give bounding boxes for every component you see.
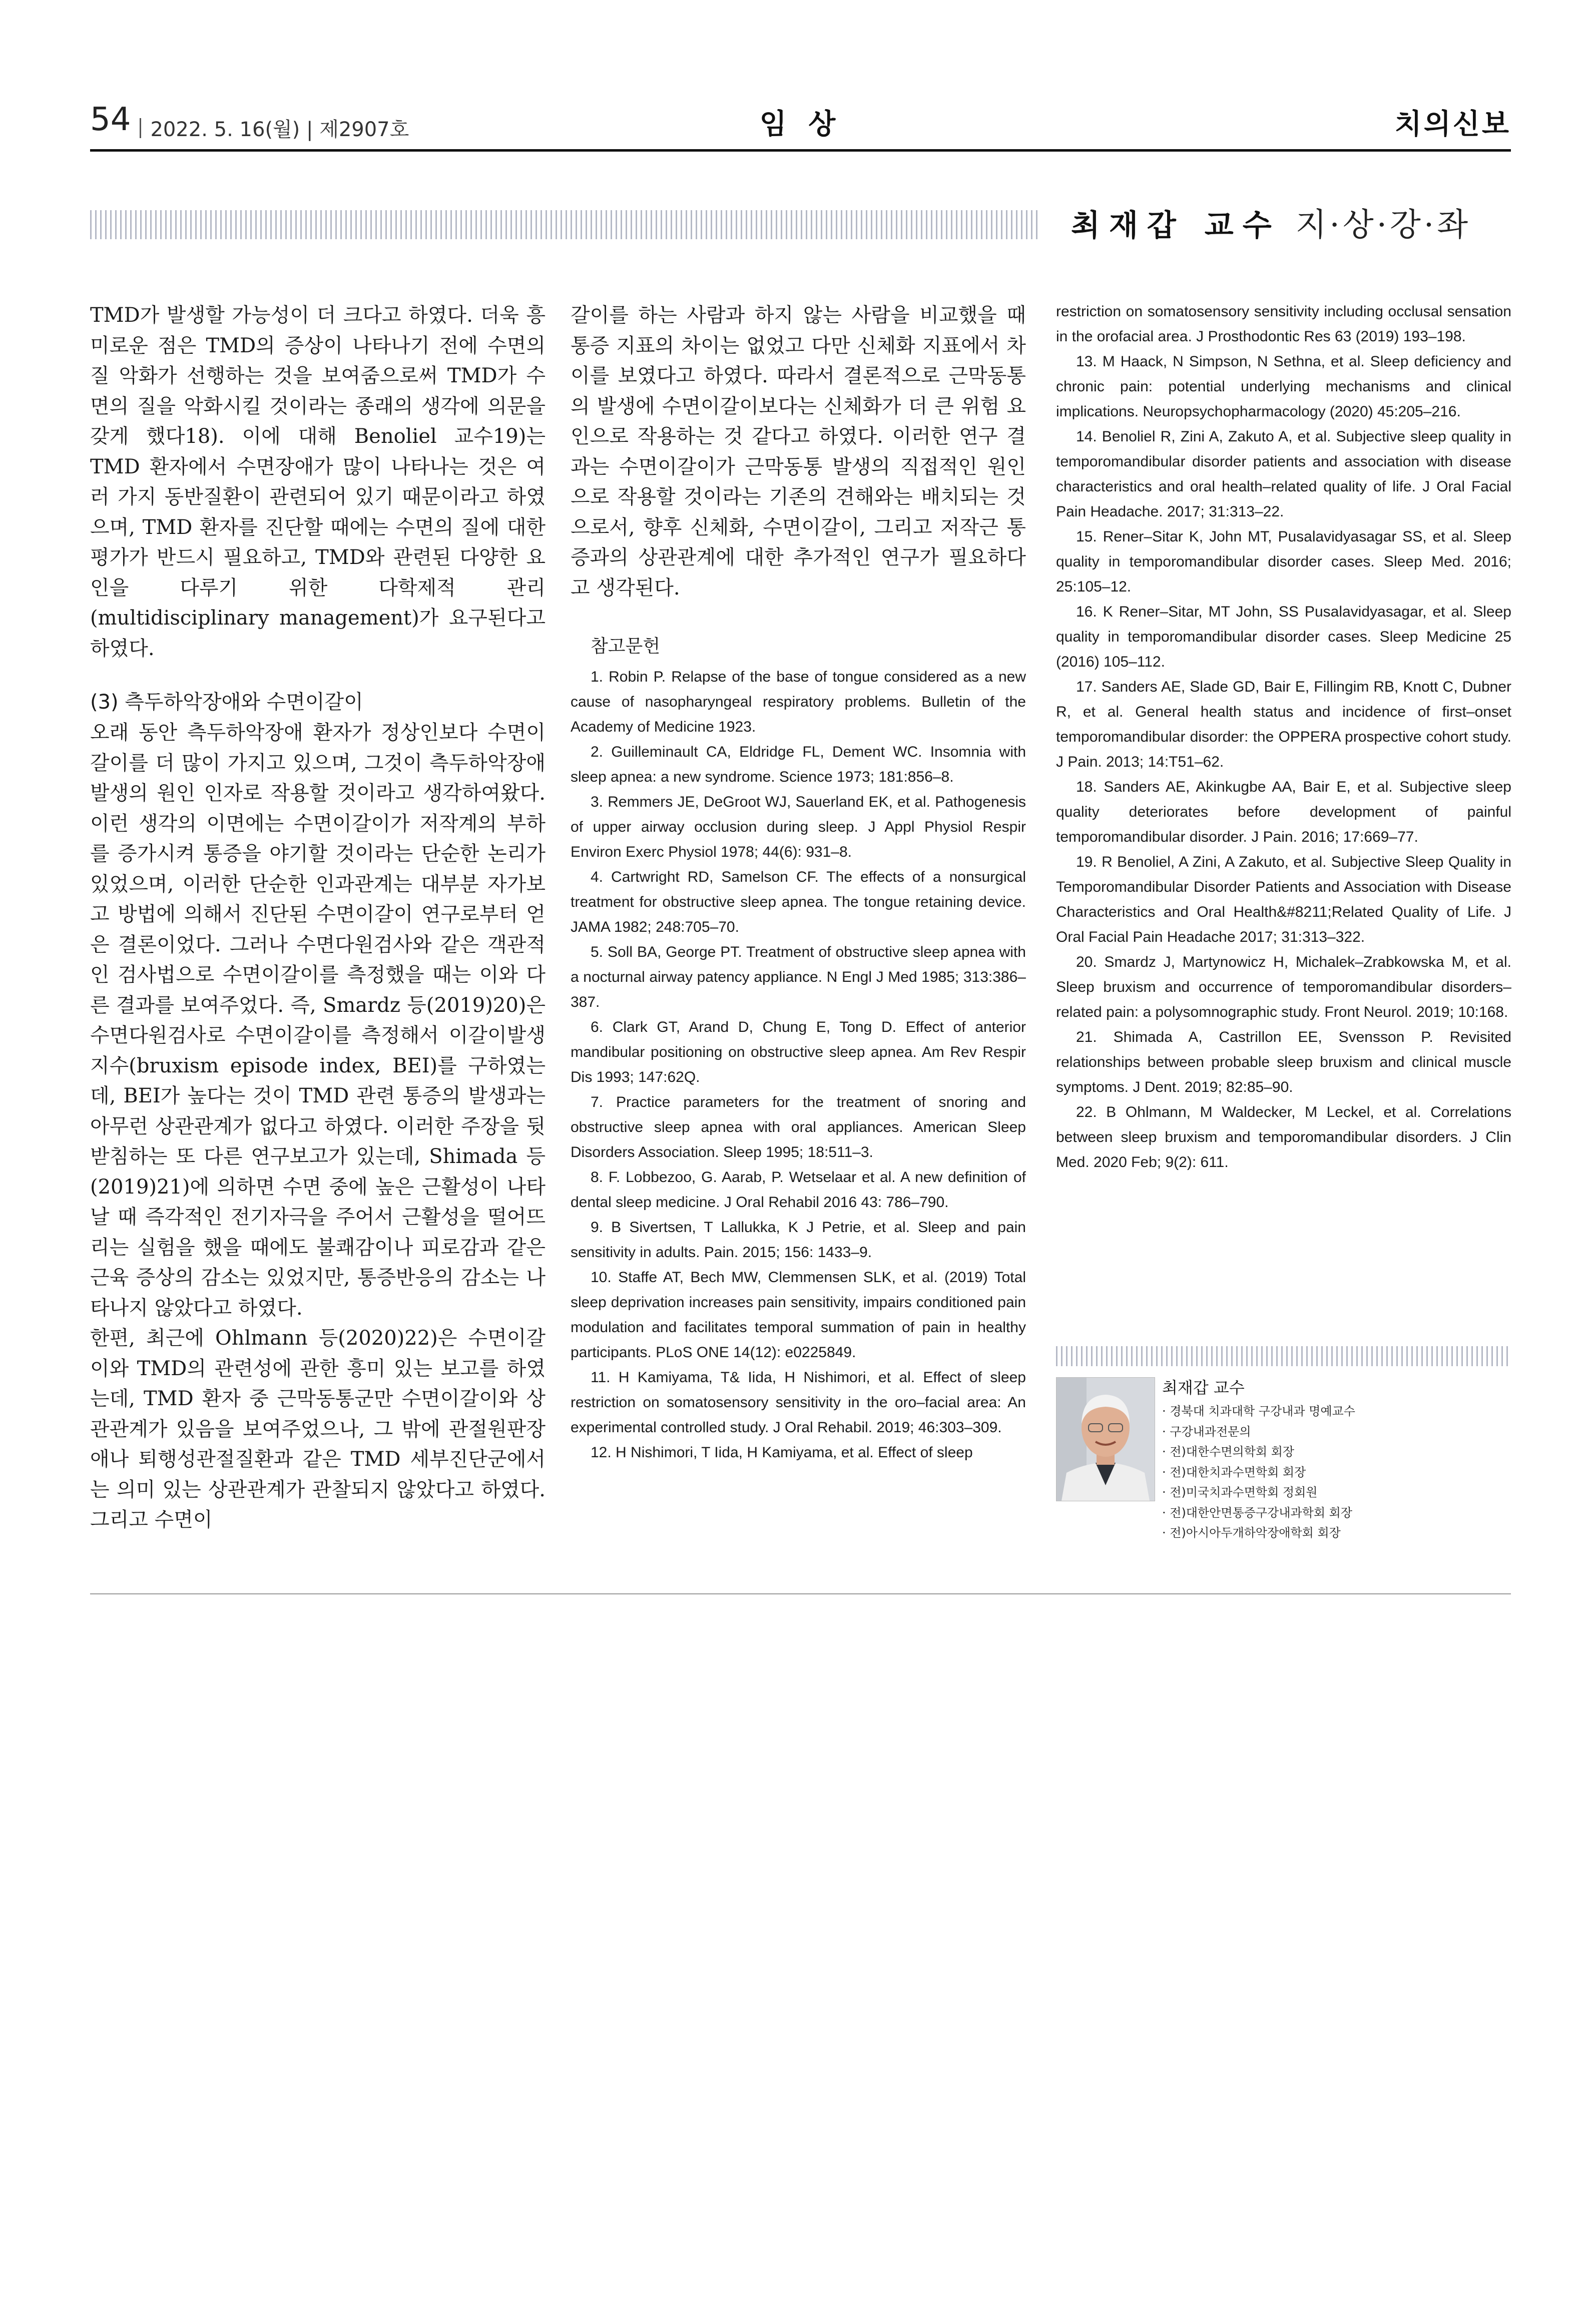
reference-list — [571, 665, 1026, 1465]
section-title: 임 상 — [759, 108, 842, 141]
bio-author-name: 최재갑 교수 — [1162, 1378, 1245, 1397]
reference-item: 19. R Benoliel, A Zini, A Zakuto, et al. Subjective Sleep Quality in Temporomandibular Disorder Patients and Association with Disease Characteristics and Oral Health&#8211;Related Quality of Life. J Oral Facial Pain Headache 2017; 31:313–322. — [1056, 854, 1511, 945]
publication-logo: 치의신보 — [1394, 108, 1511, 141]
series-banner — [1071, 199, 1471, 245]
article-column-1 — [90, 300, 546, 1535]
body-paragraph: 오래 동안 측두하악장애 환자가 정상인보다 수면이갈이를 더 많이 가지고 있으며, 그것이 측두하악장애 발생의 원인 인자로 작용할 것이라고 생각하여왔다. 이런 생각의 이면에는 수면이갈이가 저작계의 부하를 증가시켜 통증을 야기할 것이라는 단순한 논리가 있었으며, 이러한 단순한 인과관계는 대부분 자가보고 방법에 의해서 진단된 수면이갈이 연구로부터 얻은 결론이었다. 그러나 수면다원검사와 같은 객관적인 검사법으로 수면이갈이를 측정했을 때는 이와 다른 결과를 보여주었다. 즉, Smardz 등(2019)20)은 수면다원검사로 수면이갈이를 측정해서 이갈이발생지수(bruxism episode index, BEI)를 구하였는데, BEI가 높다는 것이 TMD 관련 통증의 발생과는 아무런 상관관계가 없다고 하였다. 이러한 주장을 뒷받침하는 또 다른 연구보고가 있는데, Shimada 등(2019)21)에 의하면 수면 중에 높은 근활성이 나타날 때 즉각적인 전기자극을 주어서 근활성을 떨어뜨리는 실험을 했을 때에도 불쾌감이나 피로감과 같은 근육 증상의 감소는 있었지만, 통증반응의 감소는 나타나지 않았다고 하였다. — [90, 721, 546, 1320]
bio-credential-item: · 전)대한안면통증구강내과학회 회장 — [1162, 1505, 1353, 1520]
reference-item: 4. Cartwright RD, Samelson CF. The effects of a nonsurgical treatment for obstructive sleep apnea. The tongue retaining device. JAMA 1982; 248:705–70. — [571, 869, 1026, 935]
footer-rule — [90, 1593, 1511, 1594]
references-heading: 참고문헌 — [591, 636, 661, 657]
reference-item: 12. H Nishimori, T Iida, H Kamiyama, et al. Effect of sleep — [591, 1444, 973, 1461]
author-name-banner: 최재갑 교수 — [1071, 208, 1281, 243]
reference-item: 17. Sanders AE, Slade GD, Bair E, Fillingim RB, Knott C, Dubner R, et al. General health status and incidence of first–onset temporomandibular disorder: the OPPERA prospective cohort study. J Pain. 2013; 14:T51–62. — [1056, 679, 1511, 770]
article-column-2 — [571, 300, 1026, 1465]
article-column-3 — [1056, 299, 1511, 1175]
body-paragraph: TMD가 발생할 가능성이 더 크다고 하였다. 더욱 흥미로운 점은 TMD의 증상이 나타나기 전에 수면의 질 악화가 선행하는 것을 보여줌으로써 TMD가 수면의 질을 악화시킬 것이라는 종래의 생각에 의문을 갖게 했다18). 이에 대해 Benoliel 교수19)는 TMD 환자에서 수면장애가 많이 나타나는 것은 여러 가지 동반질환이 관련되어 있기 때문이라고 하였으며, TMD 환자를 진단할 때에는 수면의 질에 대한 평가가 반드시 필요하고, TMD와 관련된 다양한 요인을 다루기 위한 다학제적 관리(multidisciplinary management)가 요구된다고 하였다. — [90, 304, 546, 660]
bio-credential-item: · 전)아시아두개하악장애학회 회장 — [1162, 1526, 1341, 1540]
reference-item: 8. F. Lobbezoo, G. Aarab, P. Wetselaar et al. A new definition of dental sleep medicine. J Oral Rehabil 2016 43: 786–790. — [571, 1169, 1026, 1211]
reference-item: 3. Remmers JE, DeGroot WJ, Sauerland EK, et al. Pathogenesis of upper airway occlusion during sleep. J Appl Physiol Respir Environ Exerc Physiol 1978; 44(6): 931–8. — [571, 794, 1026, 860]
page-number: 54 — [90, 101, 131, 138]
reference-item: 2. Guilleminault CA, Eldridge FL, Dement WC. Insomnia with sleep apnea: a new syndrome. Science 1973; 181:856–8. — [571, 744, 1026, 785]
reference-item: 16. K Rener–Sitar, MT John, SS Pusalavidyasagar, et al. Sleep quality in temporomandibular disorder cases. Sleep Medicine 25 (2016) 105–112. — [1056, 604, 1511, 670]
bio-stripe — [1056, 1346, 1511, 1366]
issue-date: 2022. 5. 16(월) | 제2907호 — [150, 118, 409, 141]
header-divider — [140, 118, 141, 138]
bio-credential-item: · 전)대한수면의학회 회장 — [1162, 1445, 1295, 1459]
reference-item: 22. B Ohlmann, M Waldecker, M Leckel, et al. Correlations between sleep bruxism and temporomandibular disorders. J Clin Med. 2020 Feb; 9(2): 611. — [1056, 1104, 1511, 1171]
body-paragraph: 갈이를 하는 사람과 하지 않는 사람을 비교했을 때 통증 지표의 차이는 없었고 다만 신체화 지표에서 차이를 보였다고 하였다. 따라서 결론적으로 근막동통의 발생에 수면이갈이보다는 신체화가 더 큰 위험 요인으로 작용하는 것 같다고 하였다. 이러한 연구 결과는 수면이갈이가 근막동통 발생의 직접적인 원인으로 작용할 것이라는 기존의 견해와는 배치되는 것으로서, 향후 신체화, 수면이갈이, 그리고 저작근 통증과의 상관관계에 대한 추가적인 연구가 필요하다고 생각된다. — [571, 304, 1026, 600]
reference-item: 21. Shimada A, Castrillon EE, Svensson P. Revisited relationships between probable sleep bruxism and clinical muscle symptoms. J Dent. 2019; 82:85–90. — [1056, 1029, 1511, 1095]
reference-item: 1. Robin P. Relapse of the base of tongue considered as a new cause of nasopharyngeal respiratory problems. Bulletin of the Academy of Medicine 1923. — [571, 669, 1026, 735]
author-photo — [1056, 1377, 1155, 1501]
reference-item: 11. H Kamiyama, T& Iida, H Nishimori, et al. Effect of sleep restriction on somatosensory sensitivity in the oro–facial area: An experimental controlled study. J Oral Rehabil. 2019; 46:303–309. — [571, 1369, 1026, 1436]
reference-item: 15. Rener–Sitar K, John MT, Pusalavidyasagar SS, et al. Sleep quality in temporomandibular disorder cases. Sleep Med. 2016; 25:105–12. — [1056, 528, 1511, 595]
banner-stripe — [90, 210, 1041, 239]
reference-item: 5. Soll BA, George PT. Treatment of obstructive sleep apnea with a nocturnal airway patency appliance. N Engl J Med 1985; 313:386–387. — [571, 944, 1026, 1010]
bio-credential-item: · 경북대 치과대학 구강내과 명예교수 — [1162, 1404, 1355, 1418]
bio-credentials — [1162, 1401, 1355, 1543]
body-paragraph: 한편, 최근에 Ohlmann 등(2020)22)은 수면이갈이와 TMD의 관련성에 관한 흥미 있는 보고를 하였는데, TMD 환자 중 근막동통군만 수면이갈이와 상관관계가 있음을 보여주었으나, 그 밖에 관절원판장애나 퇴행성관절질환과 같은 TMD 세부진단군에서는 의미 있는 상관관계가 관찰되지 않았다고 하였다. 그리고 수면이 — [90, 1327, 546, 1531]
reference-item: 18. Sanders AE, Akinkugbe AA, Bair E, et al. Subjective sleep quality deteriorates before development of painful temporomandibular disorder. J Pain. 2016; 17:669–77. — [1056, 779, 1511, 845]
subsection-heading: (3) 측두하악장애와 수면이갈이 — [90, 691, 363, 714]
reference-item: restriction on somatosensory sensitivity including occlusal sensation in the orofacial area. J Prosthodontic Res 63 (2019) 193–198. — [1056, 303, 1511, 345]
reference-item: 13. M Haack, N Simpson, N Sethna, et al. Sleep deficiency and chronic pain: potential underlying mechanisms and clinical implications. Neuropsychopharmacology (2020) 45:205–216. — [1056, 353, 1511, 420]
reference-item: 7. Practice parameters for the treatment of snoring and obstructive sleep apnea with oral appliances. American Sleep Disorders Association. Sleep 1995; 18:511–3. — [571, 1094, 1026, 1160]
header-left — [90, 101, 409, 142]
reference-item: 20. Smardz J, Martynowicz H, Michalek–Zrabkowska M, et al. Sleep bruxism and occurrence of temporomandibular disorders–related pain: a polysomnographic study. Front Neurol. 2019; 10:168. — [1056, 954, 1511, 1020]
reference-item: 9. B Sivertsen, T Lallukka, K J Petrie, et al. Sleep and pain sensitivity in adults. Pain. 2015; 156: 1433–9. — [571, 1219, 1026, 1261]
bio-credential-item: · 전)미국치과수면학회 정회원 — [1162, 1485, 1318, 1499]
reference-item: 6. Clark GT, Arand D, Chung E, Tong D. Effect of anterior mandibular positioning on obstructive sleep apnea. Am Rev Respir Dis 1993; 147:62Q. — [571, 1019, 1026, 1085]
page-header — [90, 101, 1511, 147]
reference-item: 10. Staffe AT, Bech MW, Clemmensen SLK, et al. (2019) Total sleep deprivation increases pain sensitivity, impairs conditioned pain modulation and facilitates temporal summation of pain in healthy participants. PLoS ONE 14(12): e0225849. — [571, 1269, 1026, 1361]
reference-list — [1056, 299, 1511, 1175]
series-title: 지·상·강·좌 — [1295, 207, 1471, 244]
bio-credential-item: · 전)대한치과수면학회 회장 — [1162, 1465, 1306, 1479]
reference-item: 14. Benoliel R, Zini A, Zakuto A, et al. Subjective sleep quality in temporomandibular disorder patients and association with disease characteristics and oral health–related quality of life. J Oral Facial Pain Headache. 2017; 31:313–22. — [1056, 428, 1511, 520]
bio-credential-item: · 구강내과전문의 — [1162, 1424, 1251, 1439]
header-rule — [90, 149, 1511, 152]
